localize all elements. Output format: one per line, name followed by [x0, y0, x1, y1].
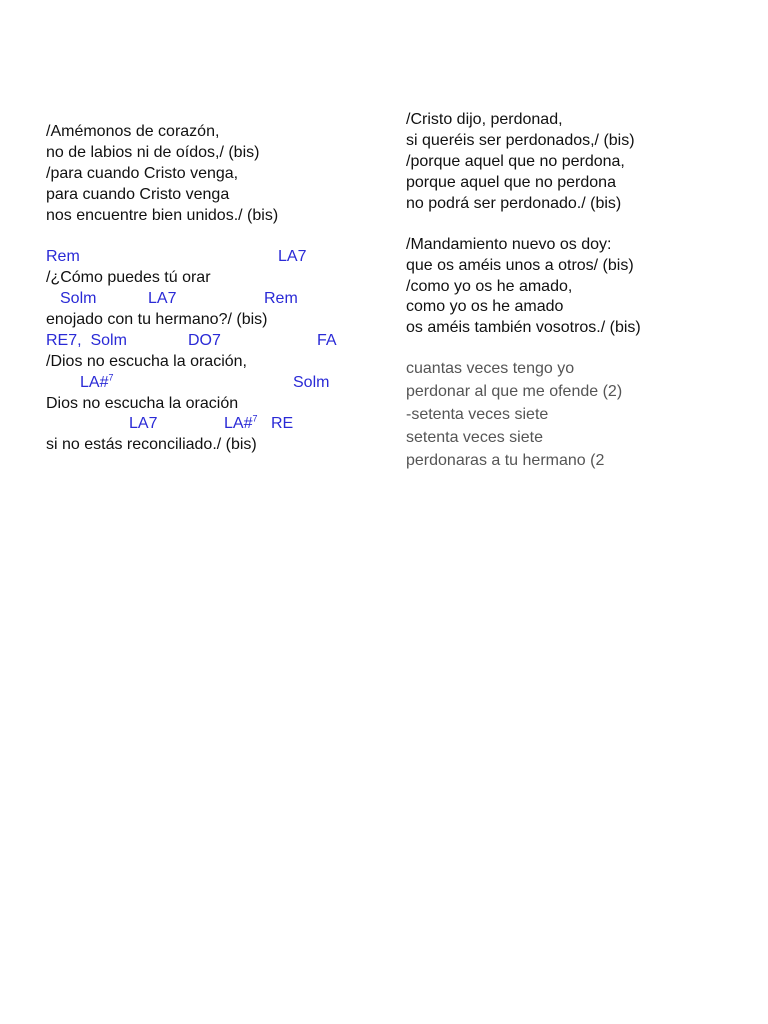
lyric-line: /Amémonos de corazón, [46, 123, 220, 140]
lyric-line: como yo os he amado [406, 298, 564, 315]
lyric-line: -setenta veces siete [406, 406, 549, 423]
lyric-line: no podrá ser perdonado./ (bis) [406, 195, 622, 212]
lyric-line: que os améis unos a otros/ (bis) [406, 257, 634, 274]
chord: LA7 [148, 290, 177, 307]
chord: Solm [293, 374, 330, 391]
chord: LA#$^7$ [224, 413, 258, 432]
lyric-line: Dios no escucha la oración [46, 395, 239, 412]
lyric-line: /Mandamiento nuevo os doy: [406, 236, 612, 253]
chord: LA#$^7$ [80, 372, 114, 391]
lyric-line: cuantas veces tengo yo [406, 360, 575, 377]
chord-superscript: 7 [108, 372, 114, 383]
lyric-line: porque aquel que no perdona [406, 174, 616, 191]
right-column [406, 0, 746, 1024]
chord: DO7 [188, 332, 221, 349]
lyric-line: setenta veces siete [406, 429, 543, 446]
chord-superscript: 7 [252, 413, 258, 424]
lyric-line: os améis también vosotros./ (bis) [406, 319, 641, 336]
chord: Rem [264, 290, 298, 307]
lyric-line: enojado con tu hermano?/ (bis) [46, 311, 268, 328]
lyric-line: si no estás reconciliado./ (bis) [46, 436, 257, 453]
lyric-line: /Dios no escucha la oración, [46, 353, 247, 370]
chord: FA [317, 332, 337, 349]
lyric-line: /para cuando Cristo venga, [46, 165, 239, 182]
chord: LA7 [129, 415, 158, 432]
lyric-line: no de labios ni de oídos,/ (bis) [46, 144, 260, 161]
lyric-line: /¿Cómo puedes tú orar [46, 269, 211, 286]
lyric-line: si queréis ser perdonados,/ (bis) [406, 132, 635, 149]
left-column [46, 0, 376, 1024]
chord: RE [271, 415, 294, 432]
lyric-line: para cuando Cristo venga [46, 186, 230, 203]
lyric-line: perdonaras a tu hermano (2 [406, 452, 605, 469]
chord: Solm [60, 290, 97, 307]
lyric-line: /porque aquel que no perdona, [406, 153, 625, 170]
lyric-line: perdonar al que me ofende (2) [406, 383, 623, 400]
chord: Rem [46, 248, 80, 265]
lyric-line: nos encuentre bien unidos./ (bis) [46, 207, 279, 224]
lyric-line: /Cristo dijo, perdonad, [406, 111, 563, 128]
chord: RE7, Solm [46, 332, 127, 349]
lyric-line: /como yo os he amado, [406, 278, 573, 295]
chord: LA7 [278, 248, 307, 265]
